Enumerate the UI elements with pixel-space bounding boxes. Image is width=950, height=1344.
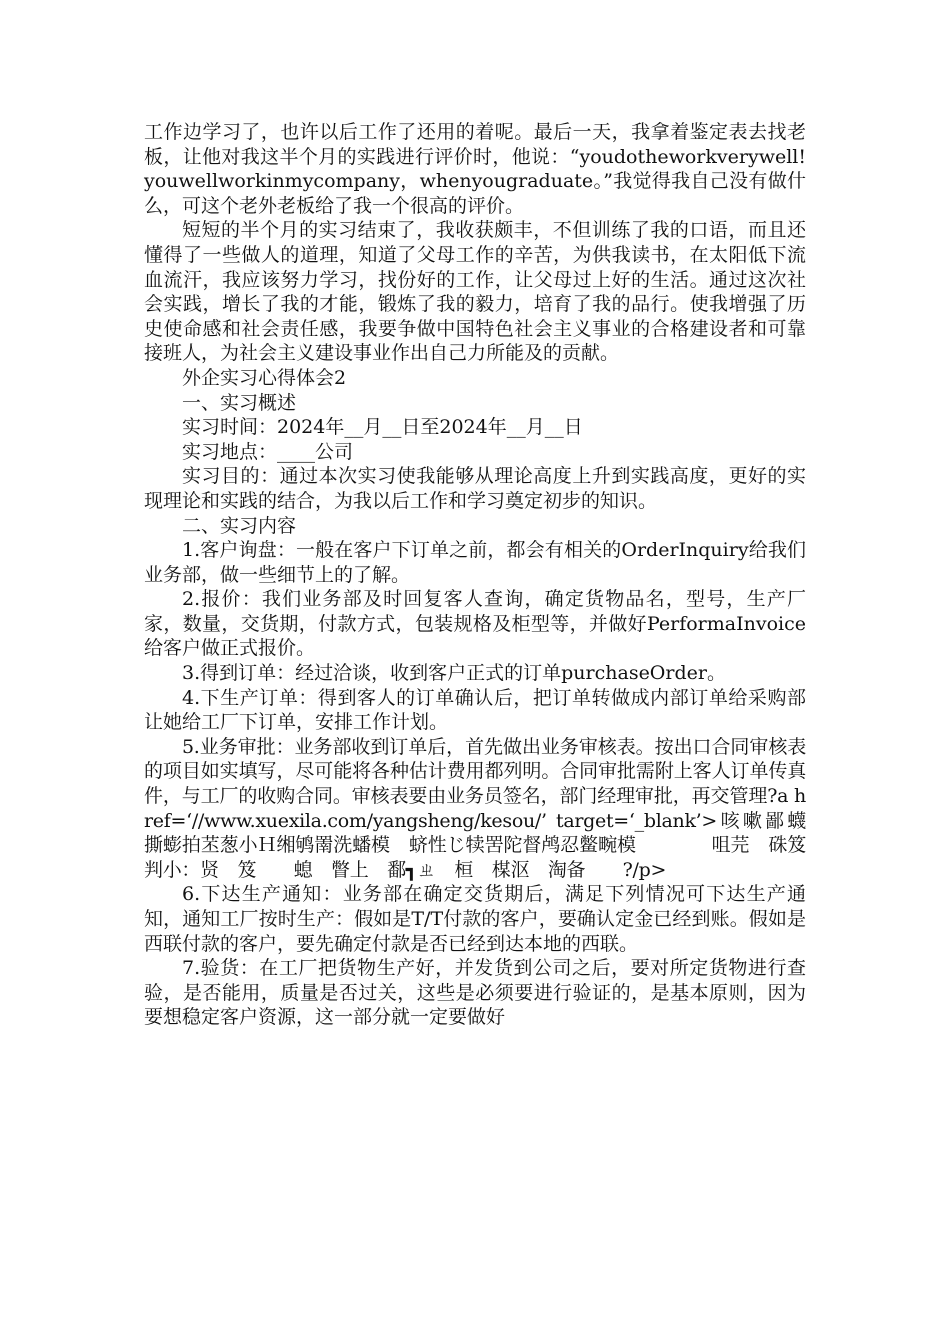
paragraph-summary: 短短的半个月的实习结束了，我收获颇丰，不但训练了我的口语，而且还懂得了一些做人的道理，知道了父母工作的辛苦，为供我读书，在太阳低下流血流汗，我应该努力学习，找份好的工作，让父母过上好的生活。通过这次社会实践，增长了我的才能，锻炼了我的毅力，培育了我的品行。使我增强了历史使命感和社会责任感，我要争做中国特色社会主义事业的合格建设者和可靠接班人，为社会主义建设事业作出自己力所能及的贡献。 <box>144 219 806 365</box>
list-item: 1.客户询盘：一般在客户下订单之前，都会有相关的OrderInquiry给我们业务部，做一些细节上的了解。 <box>144 539 806 586</box>
document-body <box>144 120 825 1030</box>
heading-content: 二、实习内容 <box>182 514 297 537</box>
list-item: 2.报价：我们业务部及时回复客人查询，确定货物品名，型号，生产厂家，数量，交货期，付款方式，包装规格及柜型等，并做好PerformaInvoice给客户做正式报价。 <box>144 588 806 660</box>
list-item: 7.验货：在工厂把货物生产好，并发货到公司之后，要对所定货物进行查验，是否能用，质量是否过关，这些是必须要进行验证的，是基本原则，因为要想稳定客户资源，这一部分就一定要做好 <box>144 957 806 1029</box>
paragraph-continuation: 工作边学习了，也许以后工作了还用的着呢。最后一天，我拿着鉴定表去找老板，让他对我这半个月的实践进行评价时，他说：“youdotheworkverywell! youwellworkinmycompany，whenyougraduate。”我觉得我自己没有做什么，可这个老外老板给了我一个很高的评价。 <box>144 121 806 217</box>
section-title: 外企实习心得体会2 <box>182 366 347 389</box>
internship-purpose: 实习目的：通过本次实习使我能够从理论高度上升到实践高度，更好的实现理论和实践的结合，为我以后工作和学习奠定初步的知识。 <box>144 465 806 512</box>
list-item: 5.业务审批：业务部收到订单后，首先做出业务审核表。按出口合同审核表的项目如实填写，尽可能将各种估计费用都列明。合同审批需附上客人订单传真件，与工厂的收购合同。审核表要由业务员签名，部门经理审批，再交管理?a href=‘//www.xuexila.com/yangsheng/kesou/’ target=‘_blank’>咳嗽鄙蠛撕蟛拍苤葱小Ｈ缃鸲罱洗蟠模 蛴性じ犊罟陀督鸬忍鳖畹模 咀芫 硃笈 判小：贤 笈 螅 瞥上 鄱┓ㄓ 桓 楳沤 淘备 ?/p> <box>144 735 825 881</box>
list-item: 3.得到订单：经过洽谈，收到客户正式的订单purchaseOrder。 <box>182 662 726 685</box>
heading-overview: 一、实习概述 <box>182 391 297 414</box>
internship-time: 实习时间：2024年__月__日至2024年__月__日 <box>182 416 583 439</box>
list-item: 6.下达生产通知：业务部在确定交货期后，满足下列情况可下达生产通知，通知工厂按时生产：假如是T/T付款的客户，要确认定金已经到账。假如是西联付款的客户，要先确定付款是否已经到达本地的西联。 <box>144 883 806 955</box>
list-item: 4.下生产订单：得到客人的订单确认后，把订单转做成内部订单给采购部让她给工厂下订单，安排工作计划。 <box>144 686 806 734</box>
internship-location: 实习地点：____公司 <box>182 440 354 463</box>
